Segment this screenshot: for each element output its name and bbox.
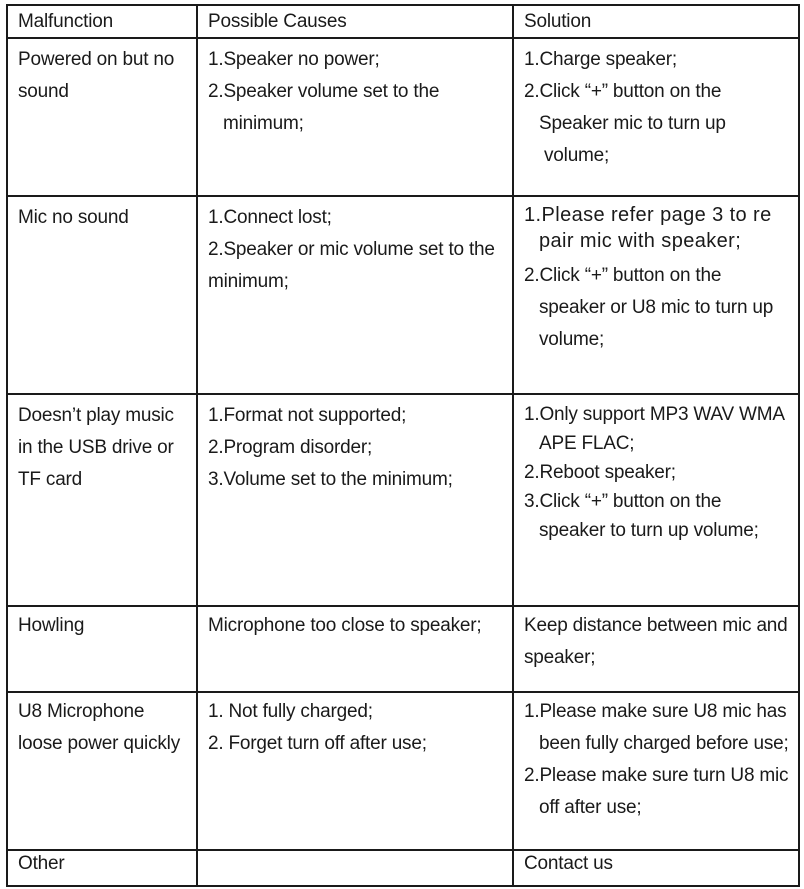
- solution-line: 3.Click “+” button on the: [524, 491, 722, 512]
- cause-line: minimum;: [223, 113, 304, 134]
- table-row: [7, 850, 799, 886]
- table-row: [7, 38, 799, 196]
- solution-line: 1.Please make sure U8 mic has: [524, 701, 787, 722]
- causes-cell: [197, 850, 513, 886]
- solution-line: pair mic with speaker;: [539, 230, 742, 252]
- malfunction-line: Doesn’t play music: [18, 405, 174, 426]
- solution-line: volume;: [544, 145, 610, 166]
- header-solution: Solution: [513, 5, 799, 38]
- table-header-row: [7, 5, 799, 38]
- header-possible-causes: Possible Causes: [197, 5, 513, 38]
- cause-line: 2.Speaker or mic volume set to the: [208, 239, 495, 260]
- malfunction-cell: [7, 850, 197, 886]
- table-row: [7, 196, 799, 394]
- malfunction-line: Powered on but no: [18, 49, 175, 70]
- table-row: [7, 692, 799, 850]
- solution-cell: [513, 196, 799, 394]
- solution-line: off after use;: [539, 797, 642, 818]
- malfunction-line: U8 Microphone: [18, 701, 145, 722]
- malfunction-line: Other: [18, 853, 65, 874]
- causes-cell: [197, 606, 513, 692]
- solution-line: speaker to turn up volume;: [539, 520, 759, 541]
- malfunction-cell: [7, 196, 197, 394]
- solution-line: 1.Please refer page 3 to re: [524, 204, 772, 226]
- solution-line: 2.Click “+” button on the: [524, 265, 722, 286]
- malfunction-line: loose power quickly: [18, 733, 181, 754]
- malfunction-cell: [7, 394, 197, 606]
- malfunction-cell: [7, 606, 197, 692]
- troubleshooting-table-container: [6, 4, 798, 884]
- solution-line: 2.Please make sure turn U8 mic: [524, 765, 789, 786]
- cause-line: 2. Forget turn off after use;: [208, 733, 427, 754]
- malfunction-line: TF card: [18, 469, 83, 490]
- malfunction-cell: [7, 38, 197, 196]
- cause-line: 1. Not fully charged;: [208, 701, 373, 722]
- cause-line: 1.Connect lost;: [208, 207, 332, 228]
- causes-cell: [197, 196, 513, 394]
- cause-line: 2.Program disorder;: [208, 437, 373, 458]
- solution-line: 1.Charge speaker;: [524, 49, 677, 70]
- malfunction-line: Mic no sound: [18, 207, 129, 228]
- solution-cell: [513, 38, 799, 196]
- solution-line: been fully charged before use;: [539, 733, 789, 754]
- solution-cell: [513, 850, 799, 886]
- malfunction-cell: [7, 692, 197, 850]
- troubleshooting-table: [6, 4, 800, 887]
- malfunction-line: Howling: [18, 615, 85, 636]
- cause-line: 1.Format not supported;: [208, 405, 407, 426]
- solution-cell: [513, 692, 799, 850]
- solution-line: 2.Click “+” button on the: [524, 81, 722, 102]
- cause-line: 2.Speaker volume set to the: [208, 81, 440, 102]
- cause-line: 1.Speaker no power;: [208, 49, 380, 70]
- malfunction-line: in the USB drive or: [18, 437, 174, 458]
- causes-cell: [197, 394, 513, 606]
- solution-line: speaker or U8 mic to turn up: [539, 297, 774, 318]
- solution-line: Keep distance between mic and: [524, 615, 788, 636]
- solution-line: APE FLAC;: [539, 433, 635, 454]
- solution-line: volume;: [539, 329, 605, 350]
- causes-cell: [197, 38, 513, 196]
- solution-line: Speaker mic to turn up: [539, 113, 726, 134]
- cause-line: minimum;: [208, 271, 289, 292]
- solution-line: 2.Reboot speaker;: [524, 462, 676, 483]
- table-row: [7, 394, 799, 606]
- solution-cell: [513, 606, 799, 692]
- solution-line: speaker;: [524, 647, 596, 668]
- causes-cell: [197, 692, 513, 850]
- solution-line: 1.Only support MP3 WAV WMA: [524, 404, 785, 425]
- solution-cell: [513, 394, 799, 606]
- table-row: [7, 606, 799, 692]
- solution-line: Contact us: [524, 853, 613, 874]
- header-malfunction: Malfunction: [7, 5, 197, 38]
- cause-line: Microphone too close to speaker;: [208, 615, 482, 636]
- malfunction-line: sound: [18, 81, 69, 102]
- cause-line: 3.Volume set to the minimum;: [208, 469, 453, 490]
